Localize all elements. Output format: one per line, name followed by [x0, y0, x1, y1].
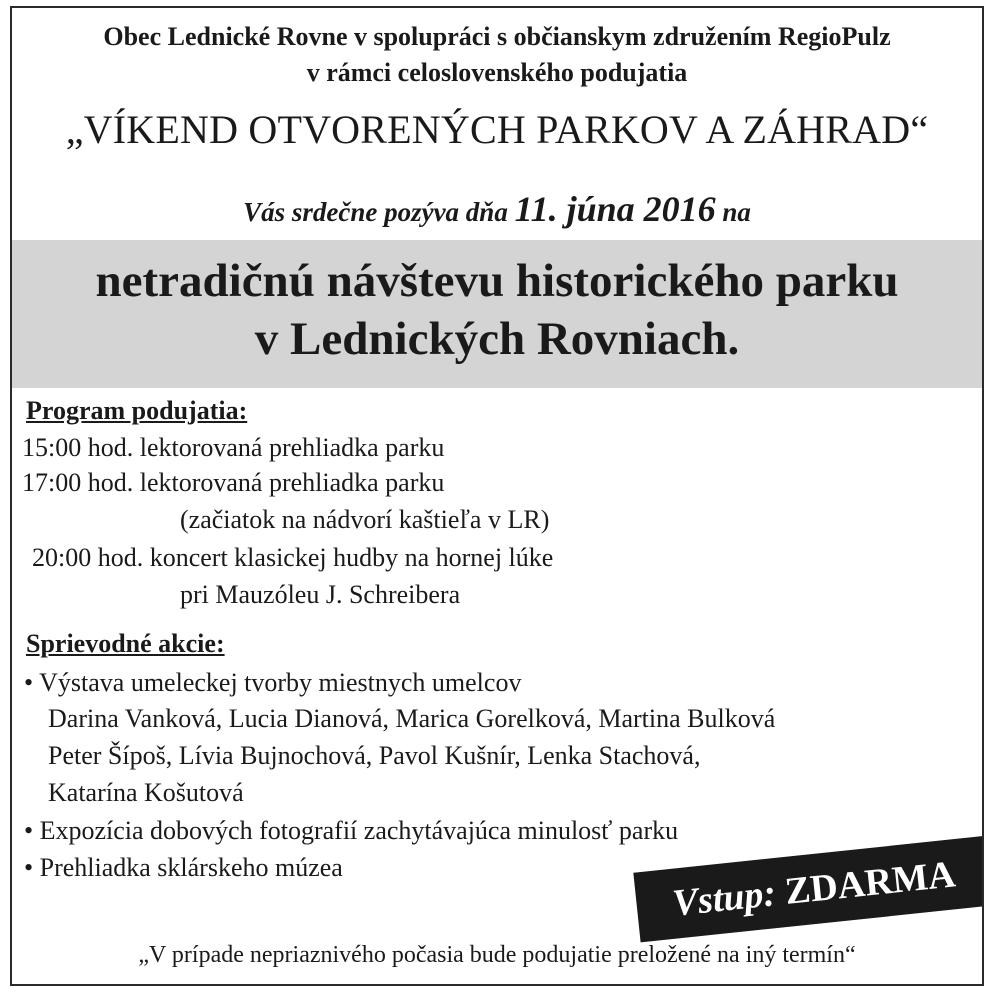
event-title: „VÍKEND OTVORENÝCH PARKOV A ZÁHRAD“: [65, 107, 929, 152]
side-event-line: • Prehliadka sklárskeho múzea: [24, 853, 343, 882]
context-line: v rámci celoslovenského podujatia: [306, 58, 688, 87]
side-event-line: Darina Vanková, Lucia Dianová, Marica Gorelková, Martina Bulková: [48, 704, 776, 733]
program-line: 17:00 hod. lektorovaná prehliadka parku: [22, 468, 445, 497]
program-line: 20:00 hod. koncert klasickej hudby na hornej lúke: [32, 543, 554, 572]
admission-badge: [633, 836, 984, 943]
organizer-line: Obec Lednické Rovne v spolupráci s občianskym združením RegioPulz: [103, 22, 891, 51]
invite-suffix: na: [722, 197, 751, 227]
invitation-line: [12, 188, 982, 230]
admission-value: ZDARMA: [782, 853, 958, 913]
highlight-banner: [12, 240, 982, 388]
side-event-line: • Expozícia dobových fotografií zachytávajúca minulosť parku: [24, 816, 679, 845]
program-line: 15:00 hod. lektorovaná prehliadka parku: [22, 433, 445, 462]
banner-line-1: netradičnú návštevu historického parku: [95, 255, 899, 307]
event-date: 11. júna 2016: [514, 189, 716, 229]
side-events-heading: Sprievodné akcie:: [26, 629, 225, 658]
program-line: pri Mauzóleu J. Schreibera: [180, 580, 461, 609]
banner-line-2: v Lednických Rovniach.: [254, 313, 740, 365]
side-event-line: Peter Šípoš, Lívia Bujnochová, Pavol Kušnír, Lenka Stachová,: [48, 741, 701, 770]
program-heading: Program podujatia:: [26, 396, 248, 425]
admission-label: Vstup:: [670, 872, 778, 925]
invite-prefix: Vás srdečne pozýva dňa: [243, 197, 508, 227]
program-line: (začiatok na nádvorí kaštieľa v LR): [180, 505, 550, 534]
side-event-line: Katarína Košutová: [48, 778, 244, 807]
weather-note: „V prípade nepriaznivého počasia bude podujatie preložené na iný termín“: [138, 942, 856, 968]
poster-frame: [10, 6, 984, 986]
side-event-line: • Výstava umeleckej tvorby miestnych umelcov: [24, 668, 522, 697]
